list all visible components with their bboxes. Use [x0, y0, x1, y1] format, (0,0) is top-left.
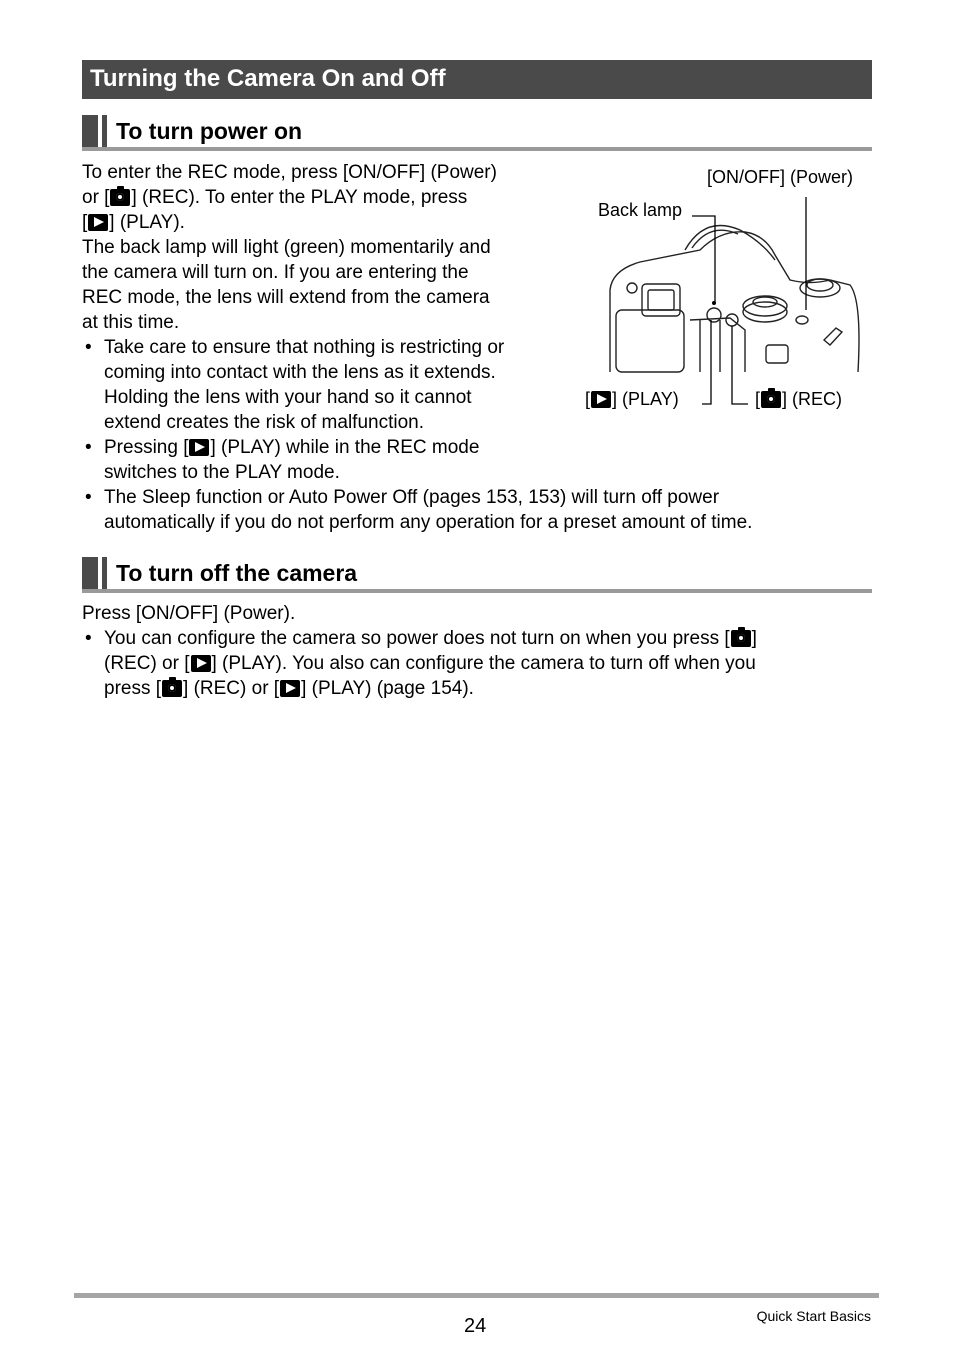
- camera-icon: [761, 391, 781, 408]
- paragraph-line: To enter the REC mode, press [ON/OFF] (Power): [82, 162, 497, 183]
- bullet-line: extend creates the risk of malfunction.: [104, 412, 424, 433]
- camera-diagram: [580, 160, 872, 420]
- bullet-marker: •: [85, 487, 92, 508]
- paragraph-line: or [ ] (REC). To enter the PLAY mode, press: [82, 187, 468, 208]
- heading-marker: [82, 115, 110, 149]
- play-icon: [591, 391, 611, 408]
- footer-section-label: Quick Start Basics: [756, 1308, 871, 1324]
- paragraph-line: at this time.: [82, 312, 180, 333]
- page-number: 24: [464, 1315, 487, 1337]
- bullet-line: press [ ] (REC) or [ ] (PLAY) (page 154).: [104, 678, 474, 699]
- bullet-marker: •: [85, 337, 92, 358]
- main-title-bar: [82, 60, 872, 99]
- footer-rule: [74, 1293, 879, 1298]
- play-icon: [191, 655, 211, 672]
- power-label: [ON/OFF] (Power): [707, 167, 854, 187]
- paragraph-line: the camera will turn on. If you are entering the: [82, 262, 469, 283]
- section-heading-power-off: [82, 555, 872, 593]
- section-heading-power-on: [82, 113, 872, 151]
- bullet-line: The Sleep function or Auto Power Off (pages 153, 153) will turn off power: [104, 487, 720, 508]
- heading-marker: [82, 557, 110, 591]
- bullet-line: automatically if you do not perform any operation for a preset amount of time.: [104, 512, 753, 533]
- paragraph-line: The back lamp will light (green) momentarily and: [82, 237, 491, 258]
- play-icon: [189, 439, 209, 456]
- bullet-line: You can configure the camera so power does not turn on when you press [ ]: [104, 628, 757, 649]
- bullet-line: Holding the lens with your hand so it cannot: [104, 387, 472, 408]
- paragraph-line: [ ] (PLAY).: [82, 212, 185, 233]
- play-icon: [88, 214, 108, 231]
- back-lamp-dot: [712, 301, 716, 305]
- section-title: To turn off the camera: [116, 560, 358, 586]
- bullet-marker: •: [85, 628, 92, 649]
- camera-icon: [162, 680, 182, 697]
- section-title: To turn power on: [116, 118, 303, 144]
- play-icon: [280, 680, 300, 697]
- bullet-line: Take care to ensure that nothing is restricting or: [104, 337, 505, 358]
- rec-label: [ ] (REC): [755, 389, 843, 409]
- bullet-marker: •: [85, 437, 92, 458]
- bullet-line: switches to the PLAY mode.: [104, 462, 340, 483]
- back-lamp-label: Back lamp: [598, 200, 683, 220]
- heading-underline: [82, 589, 872, 593]
- bullet-line: coming into contact with the lens as it extends.: [104, 362, 496, 383]
- play-label: [ ] (PLAY): [585, 389, 679, 409]
- bullet-line: Pressing [ ] (PLAY) while in the REC mode: [104, 437, 480, 458]
- heading-underline: [82, 147, 872, 151]
- paragraph-line: Press [ON/OFF] (Power).: [82, 603, 296, 624]
- camera-icon: [110, 189, 130, 206]
- camera-icon: [731, 630, 751, 647]
- main-title: Turning the Camera On and Off: [90, 65, 446, 92]
- paragraph-line: REC mode, the lens will extend from the camera: [82, 287, 490, 308]
- bullet-line: (REC) or [ ] (PLAY). You also can configure the camera to turn off when you: [104, 653, 756, 674]
